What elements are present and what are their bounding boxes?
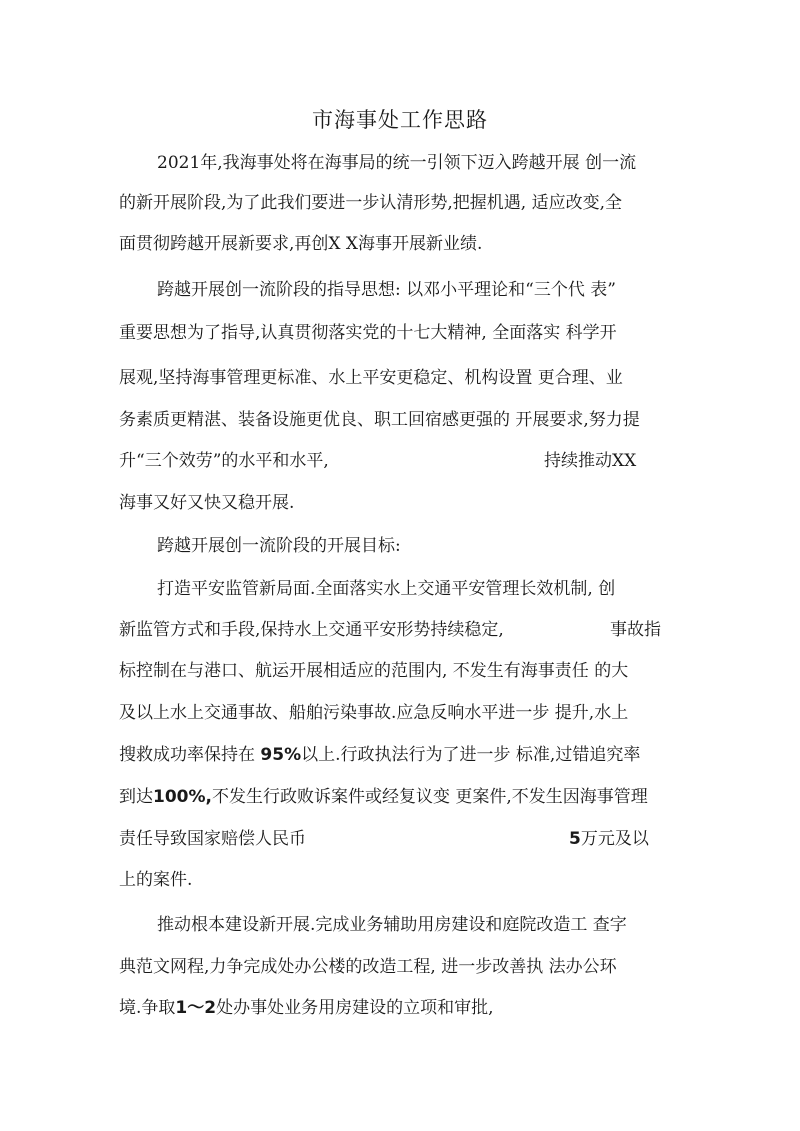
amount-value: 5 [569, 829, 581, 849]
text-line: 面贯彻跨越开展新要求,再创X X海事开展新业绩. [119, 234, 483, 254]
percentage-value: 95% [260, 745, 302, 765]
text-line: 展观,坚持海事管理更标准、水上平安更稳定、机构设置 更合理、业 [119, 368, 623, 388]
text-fragment: 事故指 [610, 620, 661, 640]
text-line: 2021年,我海事处将在海事局的统一引领下迈入跨越开展 创一流 [157, 153, 637, 173]
text-line: 标控制在与港口、航运开展相适应的范围内, 不发生有海事责任 的大 [119, 661, 629, 681]
text-line: 的新开展阶段,为了此我们要进一步认清形势,把握机遇, 适应改变,全 [119, 193, 623, 213]
text-line: 责任导致国家赔偿人民币 [119, 829, 306, 849]
text-line: 及以上水上交通事故、船舶污染事故.应急反响水平进一步 提升,水上 [119, 703, 629, 723]
percentage-value: 100%, [153, 787, 212, 807]
document-title: 市海事处工作思路 [312, 108, 488, 132]
text-line: 典范文网程,力争完成处办公楼的改造工程, 进一步改善执 法办公环 [119, 957, 617, 977]
text-line [119, 740, 640, 765]
text-line: 打造平安监管新局面.全面落实水上交通平安管理长效机制, 创 [157, 579, 616, 599]
text-fragment: 不发生行政败诉案件或经复议变 更案件,不发生因海事管理 [211, 787, 648, 807]
text-line: 上的案件. [119, 870, 193, 890]
text-fragment: 搜救成功率保持在 [119, 745, 261, 765]
text-fragment: 万元及以 [580, 829, 649, 849]
text-line: 跨越开展创一流阶段的指导思想: 以邓小平理论和“三个代 表” [157, 280, 616, 300]
text-line: 务素质更精湛、装备设施更优良、职工回宿感更强的 开展要求,努力提 [119, 410, 640, 430]
range-value: 1～2 [175, 998, 217, 1018]
text-fragment: 处办事处业务用房建设的立项和审批, [216, 998, 494, 1018]
text-fragment: 以上.行政执法行为了进一步 标准,过错追究率 [301, 745, 641, 765]
text-fragment [569, 824, 649, 849]
text-line [119, 782, 648, 807]
text-line: 升“三个效劳”的水平和水平, [119, 451, 329, 471]
text-fragment: 持续推动XX [544, 451, 637, 471]
section-heading: 跨越开展创一流阶段的开展目标: [157, 536, 401, 556]
text-line: 重要思想为了指导,认真贯彻落实党的十七大精神, 全面落实 科学开 [119, 323, 617, 343]
text-line: 推动根本建设新开展.完成业务辅助用房建设和庭院改造工 查字 [157, 915, 627, 935]
text-fragment: 境.争取 [119, 998, 176, 1018]
text-line [119, 993, 493, 1018]
text-line: 海事又好又快又稳开展. [119, 493, 295, 513]
text-line: 新监管方式和手段,保持水上交通平安形势持续稳定, [119, 620, 504, 640]
text-fragment: 到达 [119, 787, 153, 807]
